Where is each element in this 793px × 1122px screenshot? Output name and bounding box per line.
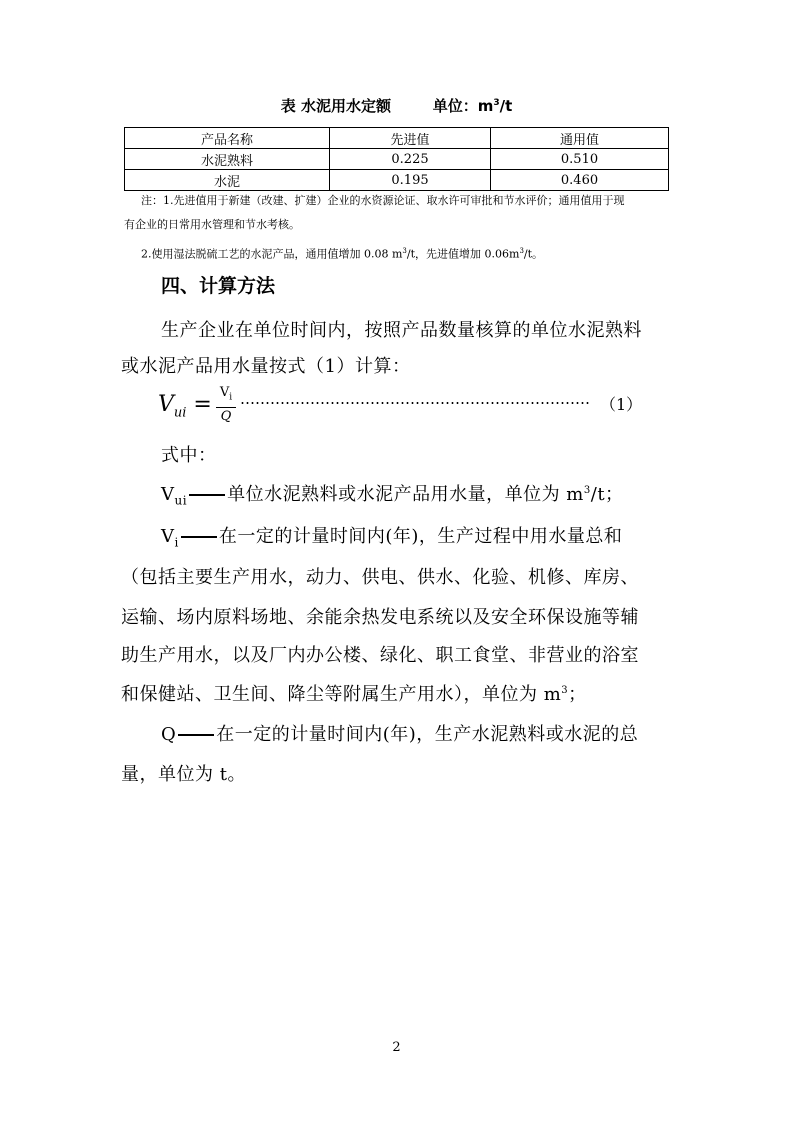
definition-q-line1: Q 在一定的计量时间内(年)，生产水泥熟料或水泥的总: [161, 724, 639, 745]
table-note-line3: 2.使用湿法脱硫工艺的水泥产品，通用值增加 0.08 $m^3/t$，先进值增加 $0.06m^3/t$。: [141, 247, 544, 261]
formula-number: （1）: [600, 395, 643, 414]
page-number: 2: [392, 1040, 401, 1055]
table-row: [125, 170, 669, 191]
formula-numerator: $V_i$: [216, 384, 236, 408]
header-general-value: 通用值: [491, 128, 669, 149]
intro-line2: 或水泥产品用水量按式（1）计算：: [121, 356, 411, 377]
table-caption: 表 水泥用水定额 单位：$m^3/t$: [280, 97, 513, 115]
table-row: [125, 149, 669, 170]
table-cell: 水泥熟料: [125, 149, 330, 170]
definition-vi-line1: $V_i$ 在一定的计量时间内(年)，生产过程中用水量总和: [161, 526, 623, 550]
formula-fraction: [216, 384, 236, 425]
table-cell: 0.460: [491, 170, 669, 191]
section-title: 四、计算方法: [161, 275, 276, 297]
em-dash: [181, 536, 217, 538]
table-note-line1: 注：1.先进值用于新建（改建、扩建）企业的水资源论证、取水许可审批和节水评价；通用值用于现: [141, 194, 625, 207]
definition-q-line2: 量，单位为 t。: [121, 764, 246, 785]
table-cell: 0.195: [330, 170, 491, 191]
water-quota-table: [124, 127, 669, 191]
table-note-line2: 有企业的日常用水管理和节水考核。: [124, 218, 300, 231]
table-cell: 0.510: [491, 149, 669, 170]
formula-leader-dots: [240, 402, 590, 404]
formula-denominator: Q: [220, 408, 232, 424]
definition-vi-line5: 和保健站、卫生间、降尘等附属生产用水），单位为 $m^3$；: [121, 684, 587, 705]
where-label: 式中：: [161, 445, 217, 466]
definition-vi-line3: 运输、场内原料场地、余能余热发电系统以及安全环保设施等辅: [121, 607, 639, 628]
table-header-row: [125, 128, 669, 149]
table-cell: 0.225: [330, 149, 491, 170]
header-advanced-value: 先进值: [330, 128, 491, 149]
definition-vui: $V_{ui}$ 单位水泥熟料或水泥产品用水量，单位为 $m^3/t$；: [161, 484, 624, 508]
em-dash: [178, 734, 214, 736]
definition-vi-line4: 助生产用水，以及厂内办公楼、绿化、职工食堂、非营业的浴室: [121, 645, 639, 666]
em-dash: [189, 494, 225, 496]
formula-1: [158, 384, 678, 428]
formula-lhs: $V_{ui}$ =: [158, 392, 212, 421]
definition-vi-line2: （包括主要生产用水，动力、供电、供水、化验、机修、库房、: [121, 567, 639, 588]
table-cell: 水泥: [125, 170, 330, 191]
header-product-name: 产品名称: [125, 128, 330, 149]
intro-line1: 生产企业在单位时间内，按照产品数量核算的单位水泥熟料: [161, 320, 642, 341]
